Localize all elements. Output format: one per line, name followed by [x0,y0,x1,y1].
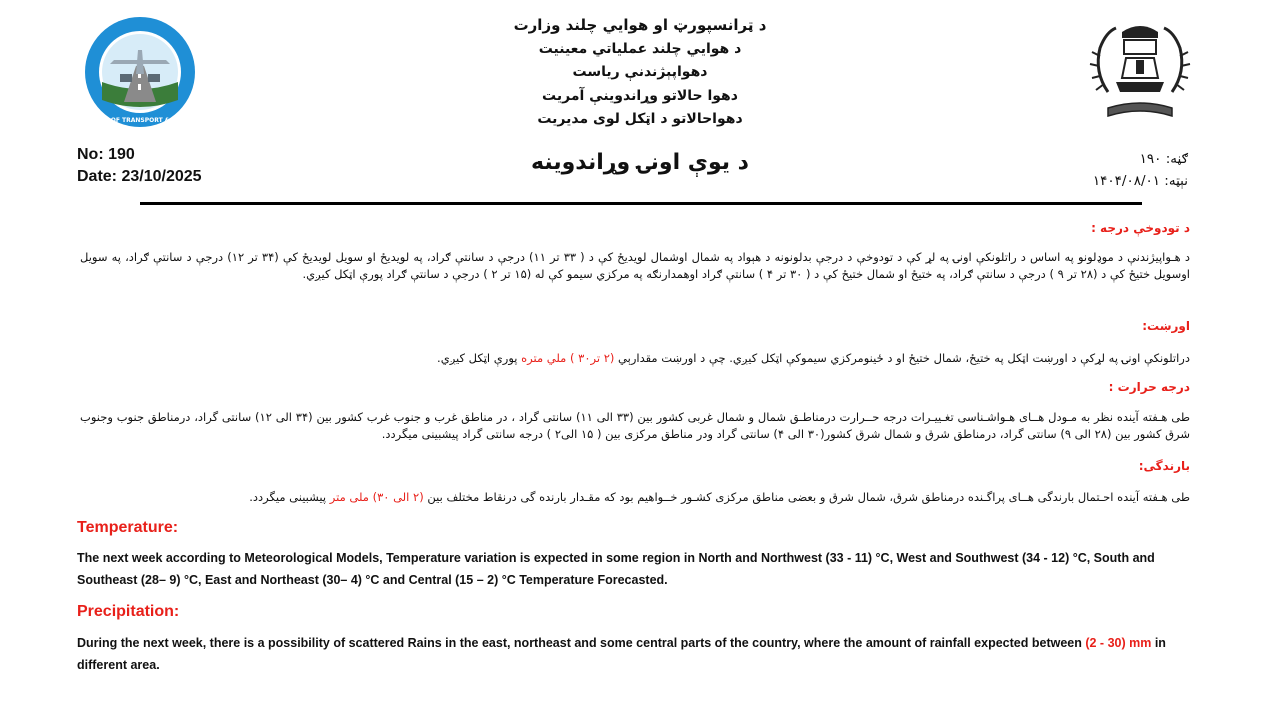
pashto-precipitation-text [80,350,1190,367]
header-titles [440,14,840,132]
emblem-logo [1086,12,1194,128]
dari-temperature-heading: درجه حرارت : [1108,380,1190,394]
document-date: Date: 23/10/2025 [77,168,202,185]
text-segment: دراتلونکې اونۍ په لړکې د اورښت اټکل په ختيځ، شمال ختيځ او د ځينومرکزي سيموکې اټکل کيږي. چې د اورښت مقدارېي [614,351,1190,365]
rain-amount-highlight: (۲ تر۳۰ ) ملي متره [521,351,615,365]
text-segment: پیشبینی میگردد. [249,490,330,504]
pashto-temperature-text: د هـواپیژندنې د موډلونو په اساس د راتلونکې اونۍ په لړ کې د تودوخې د درجې بدلونونه د هېواد په شمال اوشمال لويديځ کې د ( ۳۳ تر ۱۱) درجې د سانتې ګراد، په لويديځ او سويل لويديځ کې (۳۴ تر ۱۲) درجې د سانتې ګراد، په سويل اوسويل ختيځ کې د (۲۸ تر ۹ ) درجې د سانتې ګراد، په ختيځ او شمال ختيځ کې د ( ۳۰ تر ۴ ) سانتې ګراد اوهمدارنګه په مرکزي سيمو کې له (۱۵ تر ۲ ) درجې د سانتې ګراد پورې اټکل کيږي. [80,250,1190,281]
dari-precipitation-heading: بارندگی: [1138,459,1190,473]
english-precipitation-text [77,632,1191,676]
text-segment: in different area. [77,636,1166,672]
meta-english [77,144,202,188]
ministry-logo [76,16,204,128]
pashto-precipitation-heading: اورښت: [1142,319,1190,333]
dari-precipitation-text [80,489,1190,506]
header-line: دهواپېژندنې رياست [572,64,708,80]
document-number-ps: ګڼه: ۱۹۰ [1139,151,1188,167]
logo-ring-text: MINISTRY OF TRANSPORT & AVIATION [76,117,204,124]
english-temperature-text: The next week according to Meteorological Models, Temperature variation is expected in some region in North and Northwest (33 - 11) °C, West and Southwest (34 - 12) °C, South and Southeast (28– 9) °C, East and Northeast (30– 4) °C and Central (15 – 2) °C Temperature Forecasted. [77,551,1155,587]
rain-amount-highlight: (2 - 30) mm [1085,636,1152,650]
rain-amount-highlight: (۲ الی ۳۰) ملی متر [329,490,424,504]
document-title: د يوې اونۍ وړاندوينه [531,150,749,175]
document-number: No: 190 [77,146,135,163]
header-line: دهوا حالاتو وړاندوينې آمريت [542,87,738,104]
text-segment: طی هـفته آینده احـتمال بارندگی هــای پراگـنده درمناطق شرق، شمال شرق و بعضی مناطق مرکزی کشـور خــواهیم بود که مقـدار بارنده گی درنقاط مختلف بین [423,490,1190,504]
text-segment: پورې اټکل کيږي. [437,351,522,365]
divider [140,202,1142,205]
header-line: د هوايي چلند عملياتي معينيت [538,40,742,57]
english-temperature-heading: Temperature: [77,519,179,536]
header-line: د ټرانسپورټ او هوايي چلند وزارت [513,16,767,34]
header-line: دهواحالاتو د اټکل لوی مدیریت [537,111,743,127]
pashto-temperature-heading: د تودوخې درجه : [1091,221,1190,235]
english-precipitation-heading: Precipitation: [77,603,180,620]
text-segment: During the next week, there is a possibility of scattered Rains in the east, northeast and some central parts of the country, where the amount of rainfall expected between [77,636,1086,650]
document-date-ps: نېټه: ۱۴۰۴/۰۸/۰۱ [1092,173,1188,189]
meta-pashto [1093,148,1188,192]
dari-temperature-text: طی هـفته آینده نظر به مـودل هــای هـواشـناسی تغـییـرات درجه حــرارت درمناطـق شمال و شمال غربی کشور بین (۳۳ الی ۱۱) سانتی گراد ، در مناطق غرب و جنوب غرب کشور بین (۳۴ الی ۱۲) سانتی گراد، درمناطق جنوب وجنوب شرق کشور بین (۲۸ الی ۹) سانتی گراد، درمناطق شرق و شمال شرق کشور(۳۰ الی ۴) سانتی گراد ودر مناطق مرکزی بین ( ۱۵ الی۲ ) درجه سانتی گراد پیشبینی میگردد. [80,410,1190,441]
